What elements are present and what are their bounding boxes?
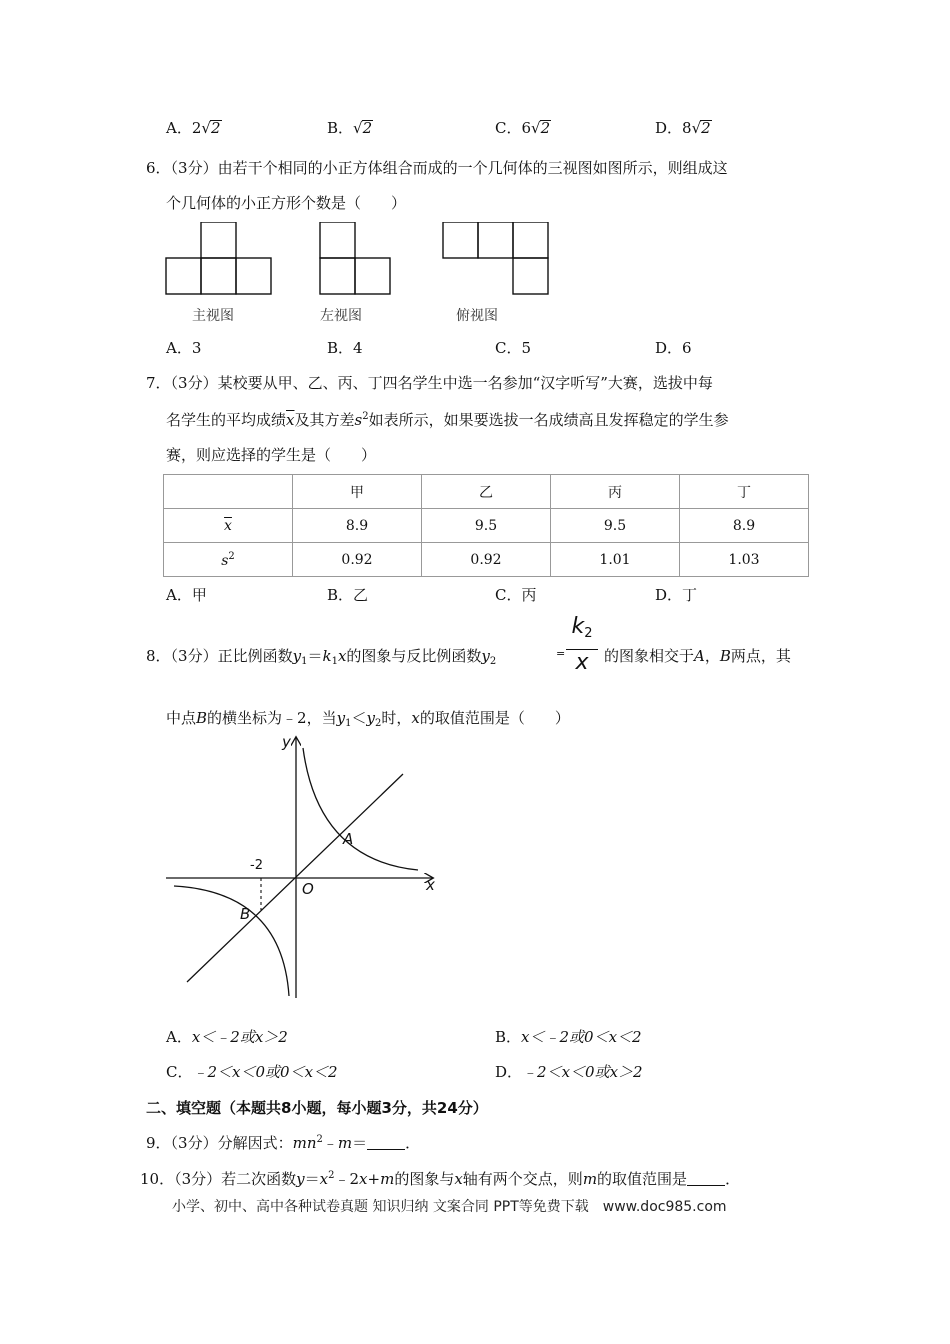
y-axis-label: y (282, 733, 291, 751)
q7-line3: 赛，则应选择的学生是（ ） (166, 446, 377, 464)
table-cell: 9.5 (422, 509, 551, 543)
table-cell: $s^2$ (164, 543, 293, 577)
table-cell: 1.03 (680, 543, 809, 577)
table-cell: 8.9 (680, 509, 809, 543)
table-cell: 8.9 (293, 509, 422, 543)
q7-option-b: B．乙 (327, 586, 369, 604)
sqrt-icon: √ (201, 119, 211, 137)
hyperbola-branch-upper (303, 748, 418, 870)
sqrt-icon: √ (353, 119, 363, 137)
table-cell: 甲 (293, 475, 422, 509)
q10-line: 10．（3分）若二次函数$y=x^2﹣2x+m$的图象与x轴有两个交点，则m的取值范围是 ． (140, 1170, 741, 1188)
q5-option-a: A．2√2 (166, 119, 221, 137)
answer-blank (367, 1135, 405, 1150)
q8-line1: 8．（3分）正比例函数$y_1=k_1x$的图象与反比例函数$y_2$ (146, 647, 497, 667)
q7-line2: 名学生的平均成绩$\overline{x}$及其方差$s^2$如表所示，如果要选拔一名成绩高且发挥稳定的学生参 (166, 411, 729, 429)
table-cell: 丙 (551, 475, 680, 509)
top-view-label: 俯视图 (456, 308, 498, 324)
q7-option-c: C．丙 (495, 586, 537, 604)
point-a-label: A (343, 830, 354, 848)
front-view-label: 主视图 (192, 308, 234, 324)
table-cell: 丁 (680, 475, 809, 509)
q7-option-d: D．丁 (655, 586, 698, 604)
sqrt-icon: √ (531, 119, 541, 137)
q5-option-c: C．6√2 (495, 119, 551, 137)
x-axis-label: x (426, 876, 435, 894)
q8-option-c: C．﹣2＜x＜0或0＜x＜2 (166, 1063, 338, 1081)
answer-blank (687, 1171, 725, 1186)
table-cell: 1.01 (551, 543, 680, 577)
table-cell (164, 475, 293, 509)
function-graph (0, 730, 950, 1000)
table-cell: $\overline{x}$ (164, 509, 293, 543)
q8-option-a: A．x＜﹣2或x＞2 (166, 1028, 288, 1046)
left-view-label: 左视图 (320, 308, 362, 324)
table-cell: 9.5 (551, 509, 680, 543)
scores-table (163, 474, 809, 577)
table-cell: 乙 (422, 475, 551, 509)
q7-line1: 7．（3分）某校要从甲、乙、丙、丁四名学生中选一名参加“汉字听写”大赛，选拔中每 (146, 374, 713, 392)
left-view (320, 222, 390, 294)
table-row (164, 509, 809, 543)
q7-option-a: A．甲 (166, 586, 207, 604)
q6-option-b: B．4 (327, 339, 363, 357)
q9-line: 9．（3分）分解因式：$mn^2﹣m=$ ． (146, 1134, 421, 1152)
table-row (164, 543, 809, 577)
fraction-k2-over-x: k2 x (564, 614, 600, 676)
q8-line2: 中点B的横坐标为﹣2，当$y_1<y_2$时，x的取值范围是（ ） (166, 709, 570, 729)
neg2-label: -2 (250, 858, 263, 873)
section-heading: 二、填空题（本题共8小题，每小题3分，共24分） (146, 1099, 488, 1117)
q5-option-d: D．8√2 (655, 119, 711, 137)
q8-line1-tail: 的图象相交于A，B两点，其 (604, 647, 791, 665)
q6-line2: 个几何体的小正方形个数是（ ） (166, 194, 407, 212)
fraction-equals: = (556, 647, 566, 660)
point-b-label: B (240, 905, 251, 923)
sqrt-icon: √ (691, 119, 702, 137)
front-view (166, 222, 271, 294)
q6-option-c: C．5 (495, 339, 532, 357)
table-cell: 0.92 (422, 543, 551, 577)
q6-option-d: D．6 (655, 339, 692, 357)
top-view (443, 222, 548, 294)
table-header-row (164, 475, 809, 509)
q5-option-b: B．√2 (327, 119, 373, 137)
q6-line1: 6．（3分）由若干个相同的小正方体组合而成的一个几何体的三视图如图所示，则组成这 (146, 159, 728, 177)
table-cell: 0.92 (293, 543, 422, 577)
origin-label: O (302, 880, 314, 898)
q8-option-d: D．﹣2＜x＜0或x＞2 (495, 1063, 643, 1081)
q6-option-a: A．3 (166, 339, 202, 357)
footer-banner: 小学、初中、高中各种试卷真题 知识归纳 文案合同 PPT等免费下载 www.doc985.com (172, 1199, 727, 1215)
q8-option-b: B．x＜﹣2或0＜x＜2 (495, 1028, 642, 1046)
hyperbola-branch-lower (174, 886, 289, 996)
